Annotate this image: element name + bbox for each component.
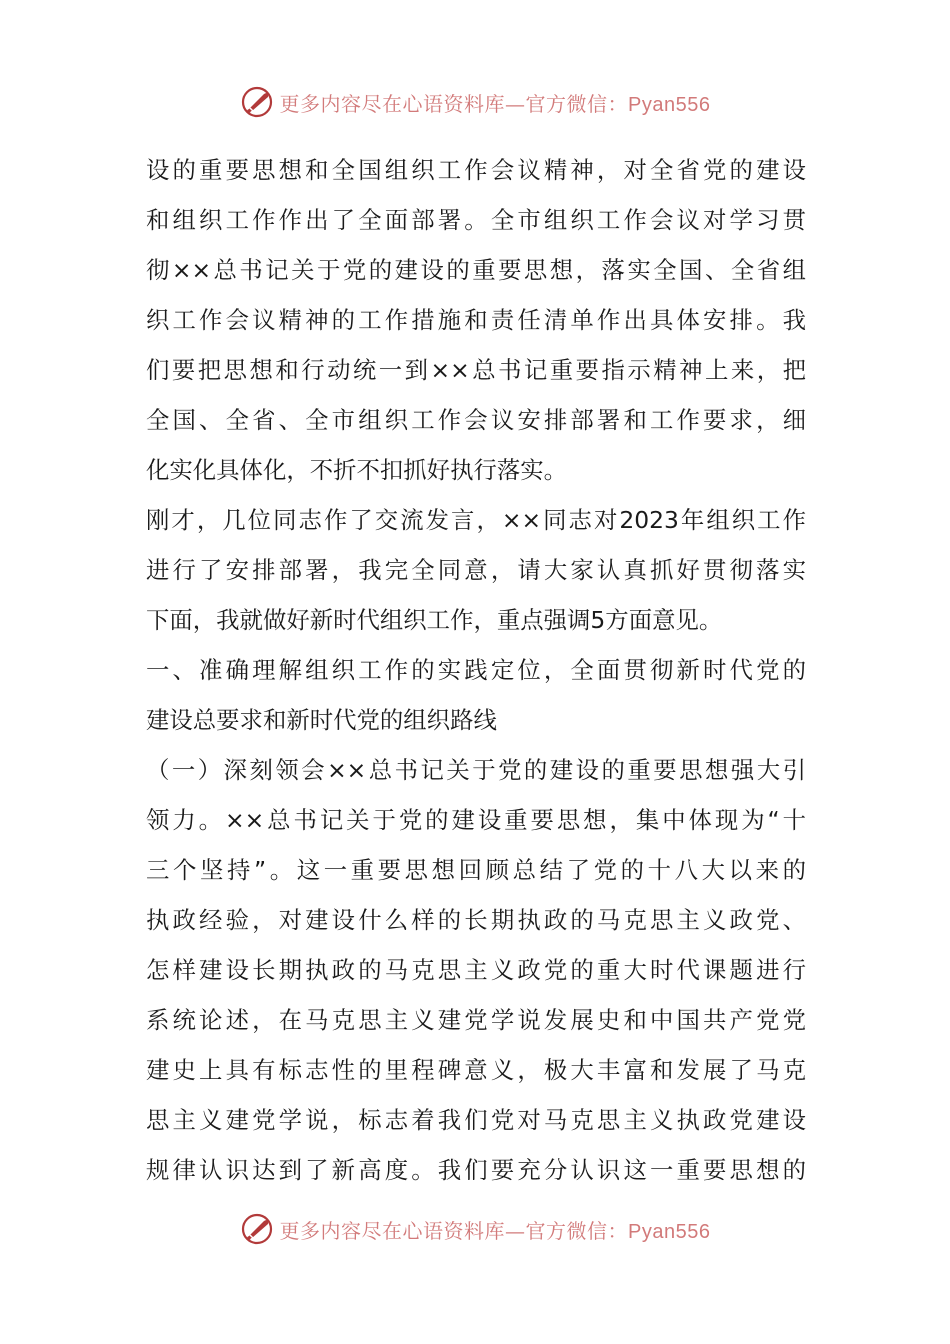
text-line: 规律认识达到了新高度。我们要充分认识这一重要思想的 [146,1156,806,1184]
text-line: 执政经验，对建设什么样的长期执政的马克思主义政党、 [146,906,806,934]
text-line: 刚才，几位同志作了交流发言，××同志对2023年组织工作 [146,506,806,534]
text-line: 建史上具有标志性的里程碑意义，极大丰富和发展了马克 [146,1056,806,1084]
text-line: 化实化具体化，不折不扣抓好执行落实。 [146,456,568,484]
text-line: （一）深刻领会××总书记关于党的建设的重要思想强大引 [146,756,806,784]
section-heading-line: 一、准确理解组织工作的实践定位，全面贯彻新时代党的 [146,656,806,684]
text-line: 全国、全省、全市组织工作会议安排部署和工作要求，细 [146,406,806,434]
header-banner-slogan: 更多内容尽在心语资料库—官方微信： [279,91,629,116]
footer-banner [0,1209,950,1249]
text-line: 彻××总书记关于党的建设的重要思想，落实全国、全省组 [146,256,806,284]
text-line: 领力。××总书记关于党的建设重要思想，集中体现为“十 [146,806,806,834]
header-banner-wechat-id: Pyan556 [628,93,711,116]
footer-banner-wechat-id: Pyan556 [628,1220,711,1243]
text-line: 系统论述，在马克思主义建党学说发展史和中国共产党党 [146,1006,806,1034]
text-line: 和组织工作作出了全面部署。全市组织工作会议对学习贯 [146,206,806,234]
footer-banner-text [280,1215,711,1244]
header-banner [0,82,950,122]
text-line: 设的重要思想和全国组织工作会议精神，对全省党的建设 [146,156,806,184]
section-heading-line: 建设总要求和新时代党的组织路线 [146,706,497,734]
text-line: 思主义建党学说，标志着我们党对马克思主义执政党建设 [146,1106,806,1134]
text-line: 下面，我就做好新时代组织工作，重点强调5方面意见。 [146,606,723,634]
footer-banner-slogan: 更多内容尽在心语资料库—官方微信： [279,1218,629,1243]
document-body [146,145,806,1195]
header-banner-text [280,88,711,117]
quill-logo-icon [240,1212,274,1246]
text-line: 进行了安排部署，我完全同意，请大家认真抓好贯彻落实 [146,556,806,584]
text-line: 织工作会议精神的工作措施和责任清单作出具体安排。我 [146,306,806,334]
quill-logo-icon [240,85,274,119]
text-line: 三个坚持”。这一重要思想回顾总结了党的十八大以来的 [146,856,806,884]
text-line: 们要把思想和行动统一到××总书记重要指示精神上来，把 [146,356,806,384]
text-line: 怎样建设长期执政的马克思主义政党的重大时代课题进行 [146,956,806,984]
